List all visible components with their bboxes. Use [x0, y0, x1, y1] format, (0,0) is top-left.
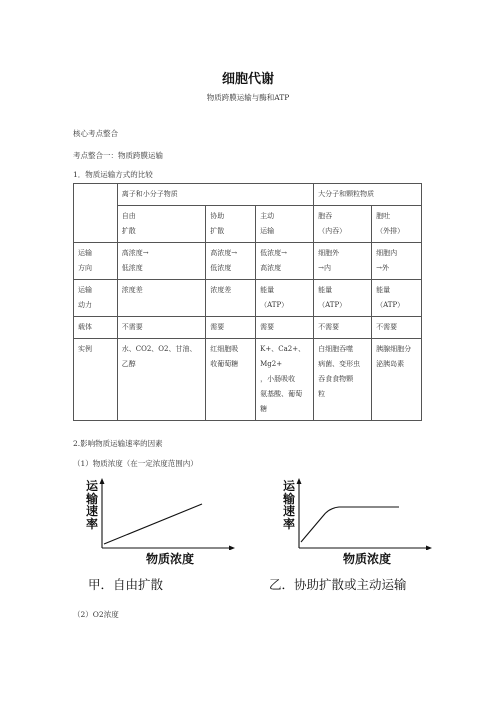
cell-direction-exo: 细胞内 →外 [372, 243, 422, 280]
table-row-carrier [74, 317, 422, 339]
section-heading: 核心考点整合 [73, 129, 118, 138]
table-row-power [74, 280, 422, 317]
graph-1-plot [98, 478, 236, 550]
cell-carrier-endo: 不需要 [314, 317, 372, 339]
cell-example-endo: 白细胞吞噬 病菌、变形虫 吞食食物颗 粒 [314, 339, 372, 421]
col-header-facilitated-diffusion: 协助 扩散 [206, 206, 256, 243]
graph-facilitated-active [269, 478, 443, 598]
item-2-heading: 2.影响物质运输速率的因素 [73, 439, 163, 448]
cell-example-exo: 胰腺细胞分 泌胰岛素 [372, 339, 422, 421]
graph-free-diffusion [86, 478, 236, 598]
page-title: 细胞代谢 [221, 72, 274, 87]
graph-2-y-arrow [297, 478, 302, 484]
graph-1-y-arrow [100, 478, 105, 484]
graph-2-plot [295, 478, 433, 550]
cell-carrier-free: 不需要 [117, 317, 206, 339]
row-label-direction: 运输 方向 [74, 243, 118, 280]
row-label-example: 实例 [74, 339, 118, 421]
cell-power-facilitated: 浓度差 [206, 280, 256, 317]
item-2-1-heading: （1）物质浓度（在一定浓度范围内） [73, 459, 198, 468]
cell-power-active: 能量 （ATP） [256, 280, 314, 317]
cell-carrier-active: 需要 [256, 317, 314, 339]
item-2-2-heading: （2）O2浓度 [73, 610, 119, 619]
point-heading: 考点整合一：物质跨膜运输 [73, 151, 163, 160]
cell-direction-facilitated: 高浓度→ 低浓度 [206, 243, 256, 280]
graph-2-curve [301, 507, 399, 542]
table-row-groups [74, 184, 422, 206]
graph-2-caption: 乙．协助扩散或主动运输 [269, 577, 407, 592]
table-row-example [74, 339, 422, 421]
group-large-header: 大分子和颗粒物质 [314, 184, 422, 206]
col-header-exocytosis: 胞吐 （外排） [372, 206, 422, 243]
cell-power-exo: 能量 （ATP） [372, 280, 422, 317]
cell-carrier-exo: 不需要 [372, 317, 422, 339]
graph-1-caption: 甲．自由扩散 [88, 577, 164, 592]
graph-1-curve [104, 504, 202, 544]
row-label-power: 运输 动力 [74, 280, 118, 317]
col-header-active-transport: 主动 运输 [256, 206, 314, 243]
cell-example-facilitated: 红细胞吸 收葡萄糖 [206, 339, 256, 421]
row-label-carrier: 载体 [74, 317, 118, 339]
graph-2-x-label: 物质浓度 [343, 552, 392, 566]
table-row-types [74, 206, 422, 243]
transport-comparison-table [73, 183, 422, 421]
graph-2-y-label: 运 输 速 率 [283, 479, 296, 531]
col-header-free-diffusion: 自由 扩散 [117, 206, 206, 243]
cell-example-active: K+、Ca2+、Mg2+ ，小肠吸收 氨基酸、葡萄 糖 [256, 339, 314, 421]
cell-carrier-facilitated: 需要 [206, 317, 256, 339]
graph-2-x-arrow [426, 546, 432, 551]
cell-direction-free: 高浓度→ 低浓度 [117, 243, 206, 280]
graph-1-x-label: 物质浓度 [146, 552, 195, 566]
item-1-heading: 1．物质运输方式的比较 [73, 170, 153, 179]
table-corner-cell [74, 184, 118, 243]
graph-1-y-label: 运 输 速 率 [86, 479, 99, 531]
cell-direction-endo: 细胞外 →内 [314, 243, 372, 280]
col-header-endocytosis: 胞吞 （内吞） [314, 206, 372, 243]
group-small-header: 离子和小分子物质 [117, 184, 313, 206]
table-row-direction [74, 243, 422, 280]
page-subtitle: 物质跨膜运输与酶和ATP [206, 93, 290, 102]
cell-example-free: 水、CO2、O2、甘油、 乙醇 [117, 339, 206, 421]
cell-power-endo: 能量 （ATP） [314, 280, 372, 317]
cell-direction-active: 低浓度→ 高浓度 [256, 243, 314, 280]
graph-1-x-arrow [229, 546, 235, 551]
cell-power-free: 浓度差 [117, 280, 206, 317]
